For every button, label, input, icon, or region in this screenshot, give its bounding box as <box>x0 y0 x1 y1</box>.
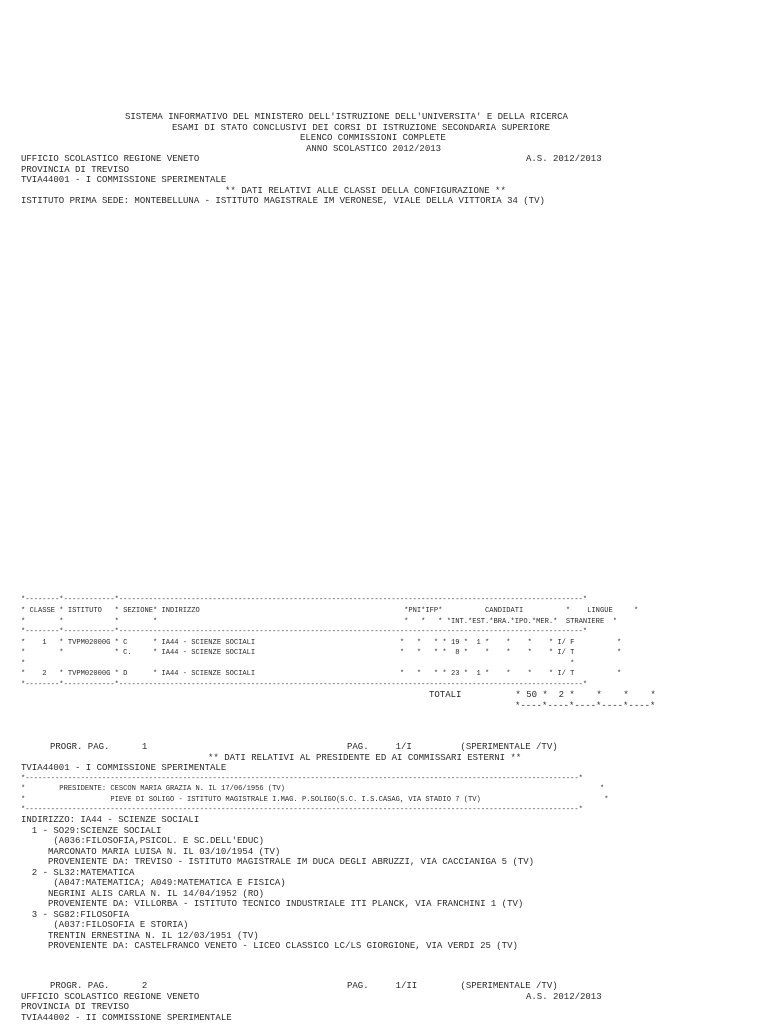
province-name: PROVINCIA DI TREVISO <box>21 164 130 175</box>
commissario-line: TRENTIN ERNESTINA N. IL 12/03/1951 (TV) <box>21 930 259 941</box>
table-rule: *--------*------------*-------------------------------------------------------------------------------------------------------------* <box>21 596 588 604</box>
table-row: * * <box>21 659 575 668</box>
commissario-line: 3 - SG82:FILOSOFIA <box>21 909 130 920</box>
commission-code: TVIA44002 - II COMMISSIONE SPERIMENTALE <box>21 1012 232 1023</box>
box-rule: *----------------------------------------------------------------------------------------------------------------------------------* <box>21 774 583 783</box>
commissario-line: PROVENIENTE DA: TREVISO - ISTITUTO MAGISTRALE IM DUCA DEGLI ABRUZZI, VIA CACCIANIGA 5 (TV) <box>21 857 535 867</box>
commission-code: TVIA44001 - I COMMISSIONE SPERIMENTALE <box>21 175 227 185</box>
president-school: * PIEVE DI SOLIGO - ISTITUTO MAGISTRALE I.MAG. P.SOLIGO(S.C. I.S.CASAG, VIA STADIO 7 (TV) * <box>21 795 609 804</box>
header-line-1: SISTEMA INFORMATIVO DEL MINISTERO DELL'ISTRUZIONE DELL'UNIVERSITA' E DELLA RICERCA <box>125 112 568 122</box>
box-rule: *----------------------------------------------------------------------------------------------------------------------------------* <box>21 806 583 814</box>
page-number: PAG. 1/II (SPERIMENTALE /TV) <box>347 981 558 991</box>
table-row: * 1 * TVPM02000G * C * IA44 - SCIENZE SOCIALI * * * * 19 * 1 * * * * I/ F * <box>21 638 622 647</box>
president-section-title: ** DATI RELATIVI AL PRESIDENTE ED AI COMMISSARI ESTERNI ** <box>208 752 522 763</box>
commissario-line: INDIRIZZO: IA44 - SCIENZE SOCIALI <box>21 815 200 825</box>
classes-section-title: ** DATI RELATIVI ALLE CLASSI DELLA CONFIGURAZIONE ** <box>225 185 506 196</box>
commissario-line: 2 - SL32:MATEMATICA <box>21 867 135 878</box>
school-year: A.S. 2012/2013 <box>526 154 602 164</box>
commissario-line: 1 - SO29:SCIENZE SOCIALI <box>21 825 162 836</box>
header-line-2: ESAMI DI STATO CONCLUSIVI DEI CORSI DI ISTRUZIONE SECONDARIA SUPERIORE <box>172 122 551 133</box>
commissario-line: PROVENIENTE DA: VILLORBA - ISTITUTO TECNICO INDUSTRIALE ITI PLANCK, VIA FRANCHINI 1 (TV) <box>21 899 524 909</box>
page-number: PAG. 1/I (SPERIMENTALE /TV) <box>347 742 558 752</box>
president-name: * PRESIDENTE: CESCON MARIA GRAZIA N. IL 17/06/1956 (TV) * <box>21 785 605 793</box>
school-year: A.S. 2012/2013 <box>526 991 602 1002</box>
commissario-line: (A047:MATEMATICA; A049:MATEMATICA E FISICA) <box>21 878 286 888</box>
commission-code: TVIA44001 - I COMMISSIONE SPERIMENTALE <box>21 763 227 773</box>
table-totals: TOTALI * 50 * 2 * * * * <box>429 690 656 700</box>
table-totals-rule: *----*----*----*----*----* <box>515 700 656 711</box>
commissario-line: (A036:FILOSOFIA,PSICOL. E SC.DELL'EDUC) <box>21 836 265 846</box>
commissario-line: PROVENIENTE DA: CASTELFRANCO VENETO - LICEO CLASSICO LC/LS GIORGIONE, VIA VERDI 25 (TV) <box>21 941 518 951</box>
commissario-line: (A037:FILOSOFIA E STORIA) <box>21 920 189 930</box>
table-rule: *--------*------------*-------------------------------------------------------------------------------------------------------------* <box>21 628 588 636</box>
commissario-line: NEGRINI ALIS CARLA N. IL 14/04/1952 (RO) <box>21 888 265 899</box>
commissario-line: MARCONATO MARIA LUISA N. IL 03/10/1954 (TV) <box>21 846 281 857</box>
table-header-row: * CLASSE * ISTITUTO * SEZIONE* INDIRIZZO *PNI*IFP* CANDIDATI * LINGUE * <box>21 607 639 615</box>
header-line-3: ELENCO COMMISSIONI COMPLETE <box>300 133 446 143</box>
table-row: * * * C. * IA44 - SCIENZE SOCIALI * * * * 8 * * * * * I/ T * <box>21 649 622 657</box>
office-name: UFFICIO SCOLASTICO REGIONE VENETO <box>21 991 200 1002</box>
progr-page: PROGR. PAG. 2 <box>50 981 148 991</box>
progr-page: PROGR. PAG. 1 <box>50 742 148 752</box>
table-rule: *--------*------------*-------------------------------------------------------------------------------------------------------------* <box>21 680 588 689</box>
province-name: PROVINCIA DI TREVISO <box>21 1002 130 1012</box>
first-institute: ISTITUTO PRIMA SEDE: MONTEBELLUNA - ISTITUTO MAGISTRALE IM VERONESE, VIALE DELLA VITTORIA 34 (TV) <box>21 196 545 206</box>
office-name: UFFICIO SCOLASTICO REGIONE VENETO <box>21 154 200 164</box>
table-row: * 2 * TVPM02000G * D * IA44 - SCIENZE SOCIALI * * * * 23 * 1 * * * * I/ T * <box>21 670 622 678</box>
table-header-row: * * * * * * * *INT.*EST.*BRA.*IPO.*MER.* STRANIERE * <box>21 617 617 626</box>
header-line-4: ANNO SCOLASTICO 2012/2013 <box>306 143 442 154</box>
